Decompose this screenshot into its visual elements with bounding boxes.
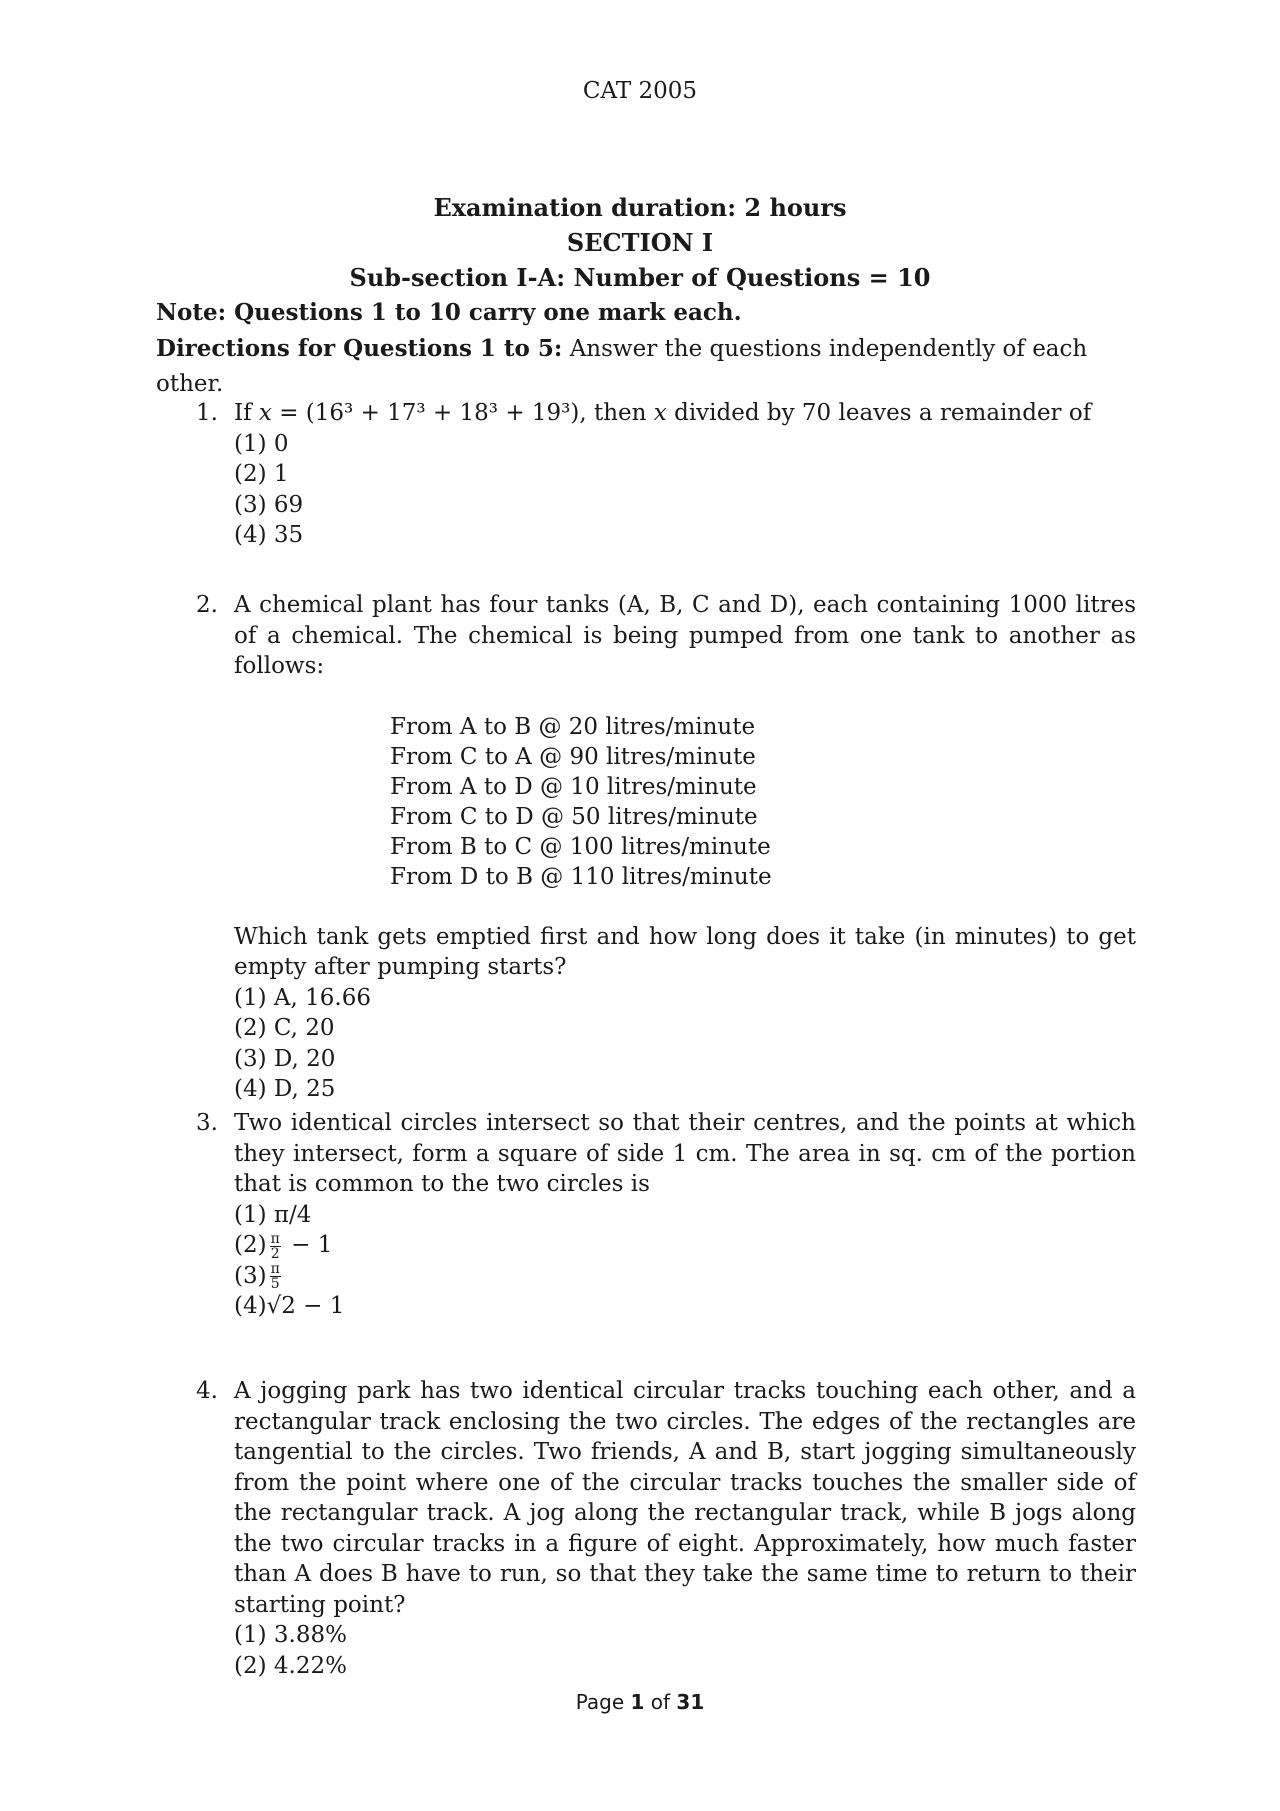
question-text: If x = (16³ + 17³ + 18³ + 19³), then x divided by 70 leaves a remainder of — [234, 400, 1092, 426]
rate-line: From C to D @ 50 litres/minute — [390, 803, 758, 830]
instructions — [156, 295, 1156, 402]
option-3: (3) $\frac{\pi}{5}$ — [234, 1261, 280, 1292]
question-number: 3. — [196, 1110, 218, 1136]
option-2: (2) 1 — [234, 461, 289, 487]
section-title: SECTION I — [566, 228, 714, 257]
option-4: (4) D, 25 — [234, 1076, 336, 1102]
total-pages: 31 — [676, 1690, 705, 1714]
question-text: A chemical plant has four tanks (A, B, C and D), each containing 1000 litres of a chemical. The chemical is being pumped from one tank to another as follows: — [234, 592, 1136, 679]
exam-duration: Examination duration: 2 hours — [433, 193, 847, 222]
option-1: (1) 0 — [234, 430, 289, 457]
fraction: $\frac{\pi}{5}$ — [270, 1261, 280, 1292]
rate-line: From C to A @ 90 litres/minute — [390, 743, 756, 770]
option-4: (4)√2 − 1 — [234, 1293, 345, 1319]
directions-text: Answer the questions independently of each other. — [156, 336, 1088, 397]
rate-line: From D to B @ 110 litres/minute — [390, 863, 772, 890]
rate-line: From B to C @ 100 litres/minute — [390, 833, 771, 860]
pumping-rates — [390, 712, 1136, 892]
page-footer: Page 1 of 31 — [575, 1690, 705, 1714]
option-1: (1) π/4 — [234, 1201, 312, 1228]
subsection-title: Sub-section I-A: Number of Questions = 10 — [349, 263, 931, 292]
option-2: (2) 4.22% — [234, 1652, 347, 1679]
directions-label: Directions for Questions 1 to 5: — [156, 335, 563, 362]
option-2: (2) C, 20 — [234, 1015, 335, 1041]
question-text: Two identical circles intersect so that their centres, and the points at which they intersect, form a square of side 1 cm. The area in sq. cm of the portion that is common to the two circles is — [234, 1110, 1136, 1197]
option-3: (3) D, 20 — [234, 1045, 336, 1072]
section-heading — [0, 190, 1280, 295]
question-text: A jogging park has two identical circular tracks touching each other, and a rectangular track enclosing the two circles. The edges of the rectangles are tangential to the circles. Two friends, A and B, start jogging simultaneously from the point where one of the circular tracks touches the smaller side of the rectangular track. A jog along the rectangular track, while B jogs along the two circular tracks in a figure of eight. Approximately, how much faster than A does B have to run, so that they take the same time to return to their starting point? — [234, 1378, 1136, 1618]
question-number: 2. — [196, 592, 218, 618]
page-number: 1 — [630, 1690, 645, 1714]
note-text: Note: Questions 1 to 10 carry one mark each. — [156, 299, 742, 326]
question-1 — [156, 398, 1136, 551]
option-1: (1) 3.88% — [234, 1622, 347, 1648]
rate-line: From A to D @ 10 litres/minute — [390, 773, 757, 800]
option-1: (1) A, 16.66 — [234, 984, 371, 1011]
option-2: (2) $\frac{\pi}{2}$ − 1 — [234, 1230, 333, 1262]
question-number: 4. — [196, 1378, 218, 1404]
exam-title: CAT 2005 — [582, 78, 698, 104]
question-subtext: Which tank gets emptied first and how long does it take (in minutes) to get empty after pumping starts? — [234, 923, 1136, 980]
question-number: 1. — [196, 400, 218, 426]
option-4: (4) 35 — [234, 522, 304, 548]
question-4 — [156, 1376, 1136, 1681]
rate-line: From A to B @ 20 litres/minute — [390, 713, 756, 740]
fraction: $\frac{\pi}{2}$ — [270, 1230, 280, 1262]
option-3: (3) 69 — [234, 491, 304, 518]
question-2 — [156, 590, 1136, 1105]
question-3 — [156, 1108, 1136, 1322]
